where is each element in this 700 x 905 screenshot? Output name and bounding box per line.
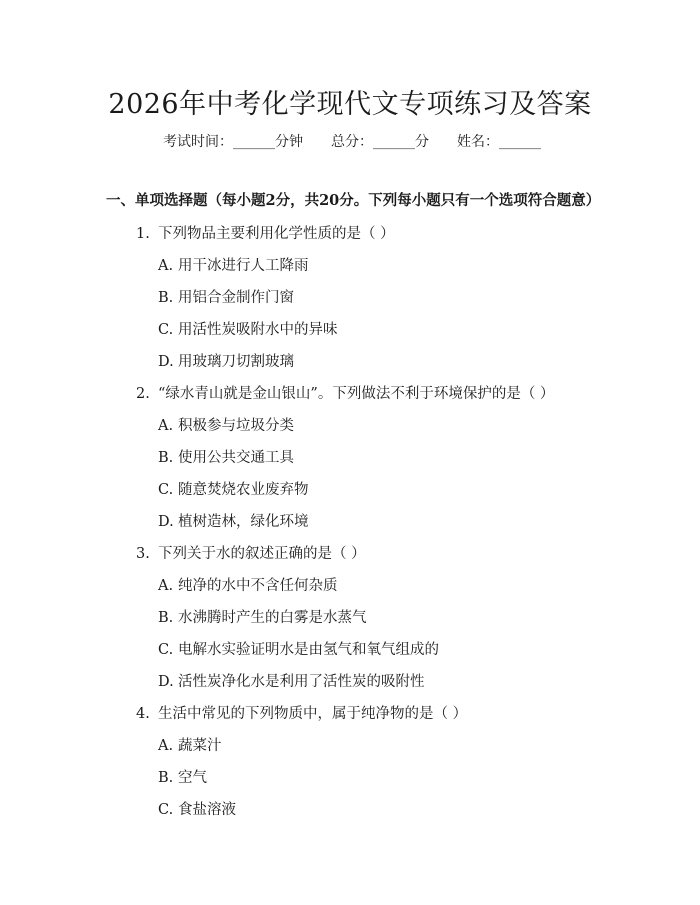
total-score-field: 总分：______分 <box>331 134 429 150</box>
option-1a <box>158 254 309 275</box>
question-text: “绿水青山就是金山银山”。下列做法不利于环境保护的是（ ） <box>158 386 555 402</box>
option-4a <box>158 734 222 755</box>
option-text: 空气 <box>178 770 207 786</box>
question-4 <box>136 702 467 723</box>
option-label: A. <box>158 738 174 754</box>
option-1d <box>158 350 294 371</box>
option-label: A. <box>158 578 174 594</box>
exam-meta <box>163 131 569 151</box>
question-number: 2. <box>136 386 150 402</box>
option-2c <box>158 478 309 499</box>
student-name-field: 姓名：______ <box>457 134 541 150</box>
option-text: 活性炭净化水是利用了活性炭的吸附性 <box>178 674 425 690</box>
option-label: A. <box>158 258 174 274</box>
option-2a <box>158 414 294 435</box>
question-text: 下列物品主要利用化学性质的是（ ） <box>158 226 395 242</box>
question-2 <box>136 382 554 403</box>
option-label: B. <box>158 290 174 306</box>
exam-time-field: 考试时间：______分钟 <box>163 134 303 150</box>
option-text: 电解水实验证明水是由氢气和氧气组成的 <box>178 642 439 658</box>
option-label: B. <box>158 770 174 786</box>
section-heading: 一、单项选择题（每小题2分，共20分。下列每小题只有一个选项符合题意） <box>106 192 601 209</box>
option-label: D. <box>158 674 174 690</box>
option-4c <box>158 798 236 819</box>
option-label: C. <box>158 482 174 498</box>
option-text: 使用公共交通工具 <box>178 450 294 466</box>
option-label: C. <box>158 322 174 338</box>
option-3d <box>158 670 425 691</box>
option-4b <box>158 766 207 787</box>
option-label: B. <box>158 450 174 466</box>
option-3a <box>158 574 338 595</box>
option-3c <box>158 638 439 659</box>
option-text: 食盐溶液 <box>178 802 236 818</box>
option-text: 用活性炭吸附水中的异味 <box>178 322 338 338</box>
question-text: 生活中常见的下列物质中，属于纯净物的是（ ） <box>158 706 468 722</box>
option-text: 积极参与垃圾分类 <box>178 418 294 434</box>
option-text: 水沸腾时产生的白雾是水蒸气 <box>178 610 367 626</box>
option-text: 植树造林，绿化环境 <box>178 514 309 530</box>
option-label: B. <box>158 610 174 626</box>
question-1 <box>136 222 395 243</box>
option-label: A. <box>158 418 174 434</box>
question-text: 下列关于水的叙述正确的是（ ） <box>158 546 366 562</box>
question-number: 4. <box>136 706 150 722</box>
page-title: 2026年中考化学现代文专项练习及答案 <box>108 89 592 120</box>
question-number: 3. <box>136 546 150 562</box>
option-text: 蔬菜汁 <box>178 738 222 754</box>
option-2d <box>158 510 309 531</box>
option-text: 用干冰进行人工降雨 <box>178 258 309 274</box>
option-text: 用铝合金制作门窗 <box>178 290 294 306</box>
option-text: 纯净的水中不含任何杂质 <box>178 578 338 594</box>
option-2b <box>158 446 294 467</box>
option-label: C. <box>158 642 174 658</box>
option-1c <box>158 318 338 339</box>
question-3 <box>136 542 366 563</box>
question-number: 1. <box>136 226 150 242</box>
option-3b <box>158 606 367 627</box>
option-label: C. <box>158 802 174 818</box>
option-text: 随意焚烧农业废弃物 <box>178 482 309 498</box>
option-label: D. <box>158 514 174 530</box>
option-1b <box>158 286 294 307</box>
option-label: D. <box>158 354 174 370</box>
option-text: 用玻璃刀切割玻璃 <box>178 354 294 370</box>
